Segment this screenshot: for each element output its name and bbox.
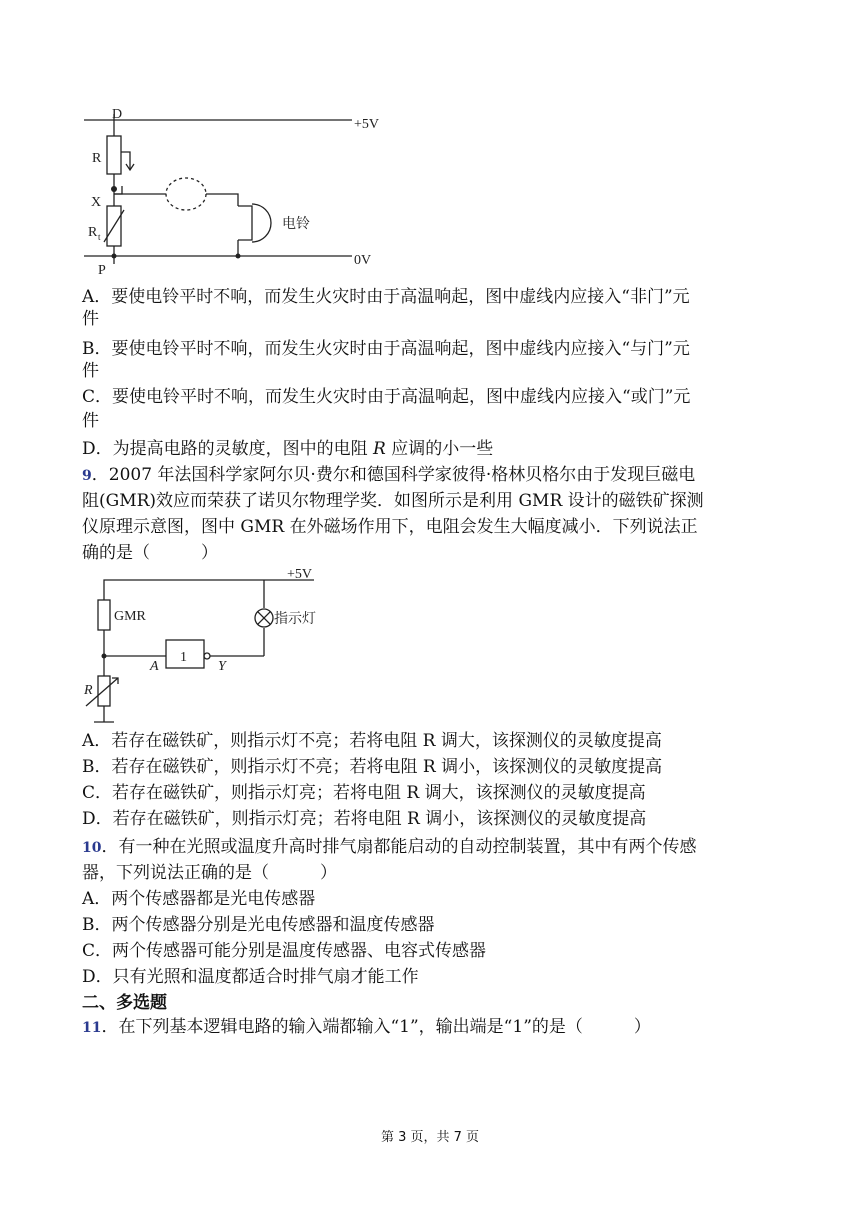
q8-option-d-prefix: D．为提高电路的灵敏度，图中的电阻 [82,439,374,459]
q10-option-c: C．两个传感器可能分别是温度传感器、电容式传感器 [82,941,487,961]
section-title-multiple-choice: 二、多选题 [82,993,167,1013]
q8-option-b-line2: 件 [82,361,99,381]
q8-option-b-line1: B．要使电铃平时不响，而发生火灾时由于高温响起，图中虚线内应接入“与门”元 [82,339,690,359]
q9-option-b: B．若存在磁铁矿，则指示灯不亮；若将电阻 R 调小，该探测仪的灵敏度提高 [82,757,663,777]
q9-option-a: A．若存在磁铁矿，则指示灯不亮；若将电阻 R 调大，该探测仪的灵敏度提高 [82,731,662,751]
q9-stem-line2: 阻(GMR)效应而荣获了诺贝尔物理学奖．如图所示是利用 GMR 设计的磁铁矿探测 [82,491,704,511]
gmr-detector-figure [82,566,342,728]
label-5v: +5V [354,117,380,132]
q8-option-a-line1: A．要使电铃平时不响，而发生火灾时由于高温响起，图中虚线内应接入“非门”元 [82,287,690,307]
q9-stem-line3: 仪原理示意图，图中 GMR 在外磁场作用下，电阻会发生大幅度减小．下列说法正 [82,517,698,537]
label-d: D [112,107,123,122]
q9-stem-line4: 确的是（ ） [82,543,218,563]
label-r: R [92,151,102,166]
q10-option-a: A．两个传感器都是光电传感器 [82,889,316,909]
label-5v: +5V [287,567,313,582]
q8-option-c-line2: 件 [82,411,99,431]
label-resistor-r: R [84,683,93,698]
q11-number: 11 [82,1020,102,1036]
label-0v: 0V [354,253,372,268]
q10-number: 10 [82,840,102,856]
q9-option-c: C．若存在磁铁矿，则指示灯亮；若将电阻 R 调大，该探测仪的灵敏度提高 [82,783,646,803]
q10-stem-line1 [82,834,696,861]
q9-option-d: D．若存在磁铁矿，则指示灯亮；若将电阻 R 调小，该探测仪的灵敏度提高 [82,809,647,829]
fire-alarm-circuit-figure [82,106,402,278]
label-p: P [98,263,106,278]
q11-stem-text: ．在下列基本逻辑电路的输入端都输入“1”，输出端是“1”的是（ ） [101,1017,651,1037]
q10-stem-line2: 器，下列说法正确的是（ ） [82,863,337,883]
q9-stem-text1: ．2007 年法国科学家阿尔贝·费尔和德国科学家彼得·格林贝格尔由于发现巨磁电 [91,465,696,485]
page-footer: 第 3 页，共 7 页 [380,1130,480,1145]
q11-stem [82,1014,651,1041]
label-bell: 电铃 [282,217,310,232]
q10-option-b: B．两个传感器分别是光电传感器和温度传感器 [82,915,435,935]
q8-option-a-line2: 件 [82,309,99,329]
label-gate-1: 1 [180,650,187,665]
label-indicator-lamp: 指示灯 [274,612,316,627]
q10-stem-text1: ．有一种在光照或温度升高时排气扇都能启动的自动控制装置，其中有两个传感 [101,837,697,857]
q10-option-d: D．只有光照和温度都适合时排气扇才能工作 [82,967,419,987]
q9-number: 9 [82,468,92,484]
label-input-a: A [150,659,159,674]
label-gmr: GMR [114,609,146,624]
q8-option-d-var: R [373,439,386,459]
label-rt: R [88,225,98,240]
q8-option-c-line1: C．要使电铃平时不响，而发生火灾时由于高温响起，图中虚线内应接入“或门”元 [82,387,691,407]
q9-stem-line1 [82,462,695,489]
label-x: X [91,195,102,210]
q8-option-d [82,436,493,462]
label-output-y: Y [218,659,226,674]
q8-option-d-suffix: 应调的小一些 [385,439,494,459]
label-rt-sub: t [98,232,101,242]
